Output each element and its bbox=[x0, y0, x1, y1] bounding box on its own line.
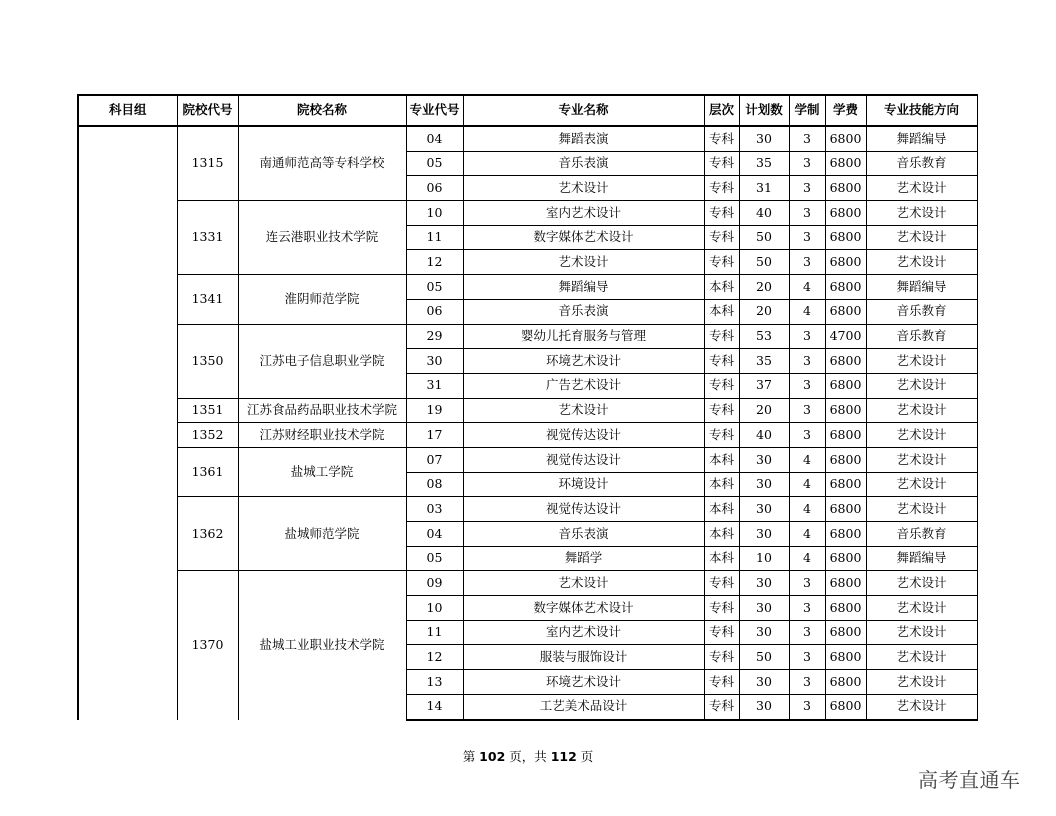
cell-level: 专科 bbox=[704, 225, 739, 250]
cell-major-name: 艺术设计 bbox=[463, 398, 704, 423]
cell-major-code: 10 bbox=[406, 201, 463, 226]
cell-school-name: 江苏电子信息职业学院 bbox=[238, 324, 406, 398]
cell-school-code: 1370 bbox=[177, 571, 238, 720]
cell-level: 本科 bbox=[704, 522, 739, 547]
cell-years: 3 bbox=[789, 596, 825, 621]
cell-major-name: 广告艺术设计 bbox=[463, 373, 704, 398]
cell-school-code: 1352 bbox=[177, 423, 238, 448]
cell-years: 3 bbox=[789, 694, 825, 719]
cell-major-name: 视觉传达设计 bbox=[463, 497, 704, 522]
cell-years: 3 bbox=[789, 201, 825, 226]
cell-direction: 艺术设计 bbox=[866, 472, 977, 497]
page-footer bbox=[0, 747, 1056, 765]
cell-major-code: 19 bbox=[406, 398, 463, 423]
cell-years: 3 bbox=[789, 645, 825, 670]
cell-years: 4 bbox=[789, 497, 825, 522]
cell-plan: 30 bbox=[739, 571, 789, 596]
watermark-text: 高考直通车 bbox=[918, 768, 1021, 792]
cell-plan: 10 bbox=[739, 546, 789, 571]
cell-major-code: 10 bbox=[406, 596, 463, 621]
cell-years: 3 bbox=[789, 398, 825, 423]
cell-fee: 6800 bbox=[825, 201, 866, 226]
cell-plan: 35 bbox=[739, 151, 789, 176]
cell-direction: 舞蹈编导 bbox=[866, 546, 977, 571]
cell-years: 3 bbox=[789, 324, 825, 349]
cell-years: 4 bbox=[789, 299, 825, 324]
cell-major-code: 17 bbox=[406, 423, 463, 448]
cell-level: 专科 bbox=[704, 201, 739, 226]
cell-years: 3 bbox=[789, 250, 825, 275]
cell-level: 本科 bbox=[704, 275, 739, 300]
cell-direction: 音乐教育 bbox=[866, 151, 977, 176]
cell-school-code: 1341 bbox=[177, 275, 238, 324]
cell-major-code: 31 bbox=[406, 373, 463, 398]
cell-major-name: 艺术设计 bbox=[463, 571, 704, 596]
cell-years: 3 bbox=[789, 151, 825, 176]
footer-suffix: 页 bbox=[576, 749, 594, 764]
cell-major-code: 07 bbox=[406, 447, 463, 472]
cell-major-code: 12 bbox=[406, 250, 463, 275]
cell-level: 本科 bbox=[704, 497, 739, 522]
cell-fee: 6800 bbox=[825, 176, 866, 201]
cell-direction: 艺术设计 bbox=[866, 447, 977, 472]
header-years: 学制 bbox=[789, 95, 825, 126]
cell-fee: 6800 bbox=[825, 126, 866, 151]
table-row bbox=[78, 447, 977, 472]
cell-fee: 6800 bbox=[825, 694, 866, 719]
cell-level: 专科 bbox=[704, 571, 739, 596]
cell-fee: 6800 bbox=[825, 522, 866, 547]
cell-major-code: 06 bbox=[406, 299, 463, 324]
cell-major-code: 13 bbox=[406, 670, 463, 695]
cell-plan: 30 bbox=[739, 447, 789, 472]
table-row bbox=[78, 324, 977, 349]
cell-major-name: 环境设计 bbox=[463, 472, 704, 497]
cell-major-name: 工艺美术品设计 bbox=[463, 694, 704, 719]
header-direction: 专业技能方向 bbox=[866, 95, 977, 126]
cell-major-name: 室内艺术设计 bbox=[463, 620, 704, 645]
table-body bbox=[78, 126, 977, 720]
cell-major-name: 音乐表演 bbox=[463, 299, 704, 324]
cell-major-code: 04 bbox=[406, 522, 463, 547]
header-school-name: 院校名称 bbox=[238, 95, 406, 126]
cell-years: 3 bbox=[789, 423, 825, 448]
cell-fee: 4700 bbox=[825, 324, 866, 349]
cell-major-name: 婴幼儿托育服务与管理 bbox=[463, 324, 704, 349]
cell-plan: 30 bbox=[739, 472, 789, 497]
cell-level: 专科 bbox=[704, 250, 739, 275]
cell-fee: 6800 bbox=[825, 275, 866, 300]
cell-years: 3 bbox=[789, 670, 825, 695]
cell-direction: 艺术设计 bbox=[866, 670, 977, 695]
header-subject-group: 科目组 bbox=[78, 95, 177, 126]
cell-direction: 艺术设计 bbox=[866, 645, 977, 670]
cell-fee: 6800 bbox=[825, 645, 866, 670]
cell-school-code: 1350 bbox=[177, 324, 238, 398]
cell-plan: 20 bbox=[739, 398, 789, 423]
cell-direction: 音乐教育 bbox=[866, 299, 977, 324]
cell-major-code: 05 bbox=[406, 546, 463, 571]
cell-level: 专科 bbox=[704, 176, 739, 201]
cell-level: 专科 bbox=[704, 373, 739, 398]
cell-major-name: 环境艺术设计 bbox=[463, 349, 704, 374]
table-row bbox=[78, 423, 977, 448]
cell-plan: 20 bbox=[739, 299, 789, 324]
cell-school-code: 1361 bbox=[177, 447, 238, 496]
footer-total-pages: 112 bbox=[550, 749, 577, 764]
cell-major-code: 14 bbox=[406, 694, 463, 719]
cell-plan: 30 bbox=[739, 497, 789, 522]
cell-direction: 艺术设计 bbox=[866, 620, 977, 645]
cell-fee: 6800 bbox=[825, 571, 866, 596]
table-row bbox=[78, 201, 977, 226]
cell-fee: 6800 bbox=[825, 497, 866, 522]
cell-direction: 艺术设计 bbox=[866, 571, 977, 596]
cell-fee: 6800 bbox=[825, 670, 866, 695]
cell-major-name: 数字媒体艺术设计 bbox=[463, 596, 704, 621]
cell-plan: 30 bbox=[739, 126, 789, 151]
cell-subject-group bbox=[78, 126, 177, 720]
cell-plan: 30 bbox=[739, 620, 789, 645]
cell-years: 3 bbox=[789, 349, 825, 374]
cell-school-name: 连云港职业技术学院 bbox=[238, 201, 406, 275]
cell-school-name: 淮阴师范学院 bbox=[238, 275, 406, 324]
cell-major-code: 03 bbox=[406, 497, 463, 522]
cell-level: 专科 bbox=[704, 349, 739, 374]
cell-direction: 艺术设计 bbox=[866, 176, 977, 201]
table-row bbox=[78, 398, 977, 423]
cell-level: 本科 bbox=[704, 299, 739, 324]
cell-level: 专科 bbox=[704, 620, 739, 645]
header-school-code: 院校代号 bbox=[177, 95, 238, 126]
footer-prefix: 第 bbox=[462, 749, 480, 764]
cell-major-code: 12 bbox=[406, 645, 463, 670]
cell-fee: 6800 bbox=[825, 620, 866, 645]
cell-plan: 31 bbox=[739, 176, 789, 201]
cell-fee: 6800 bbox=[825, 472, 866, 497]
cell-major-code: 04 bbox=[406, 126, 463, 151]
cell-level: 专科 bbox=[704, 398, 739, 423]
cell-school-name: 盐城师范学院 bbox=[238, 497, 406, 571]
cell-direction: 舞蹈编导 bbox=[866, 126, 977, 151]
cell-major-name: 视觉传达设计 bbox=[463, 423, 704, 448]
cell-direction: 舞蹈编导 bbox=[866, 275, 977, 300]
header-major-code: 专业代号 bbox=[406, 95, 463, 126]
cell-major-name: 舞蹈表演 bbox=[463, 126, 704, 151]
cell-school-name: 盐城工业职业技术学院 bbox=[238, 571, 406, 720]
cell-school-name: 江苏食品药品职业技术学院 bbox=[238, 398, 406, 423]
cell-plan: 30 bbox=[739, 670, 789, 695]
admissions-table bbox=[77, 94, 978, 721]
cell-direction: 艺术设计 bbox=[866, 497, 977, 522]
cell-direction: 艺术设计 bbox=[866, 349, 977, 374]
cell-major-code: 05 bbox=[406, 275, 463, 300]
cell-fee: 6800 bbox=[825, 250, 866, 275]
cell-years: 4 bbox=[789, 275, 825, 300]
cell-years: 4 bbox=[789, 447, 825, 472]
table-row bbox=[78, 571, 977, 596]
cell-major-code: 29 bbox=[406, 324, 463, 349]
cell-plan: 20 bbox=[739, 275, 789, 300]
cell-direction: 艺术设计 bbox=[866, 250, 977, 275]
cell-plan: 30 bbox=[739, 596, 789, 621]
cell-plan: 53 bbox=[739, 324, 789, 349]
cell-fee: 6800 bbox=[825, 596, 866, 621]
cell-school-code: 1362 bbox=[177, 497, 238, 571]
cell-fee: 6800 bbox=[825, 423, 866, 448]
cell-major-code: 08 bbox=[406, 472, 463, 497]
cell-level: 专科 bbox=[704, 423, 739, 448]
cell-direction: 音乐教育 bbox=[866, 324, 977, 349]
cell-years: 3 bbox=[789, 225, 825, 250]
cell-direction: 艺术设计 bbox=[866, 596, 977, 621]
header-fee: 学费 bbox=[825, 95, 866, 126]
cell-major-name: 视觉传达设计 bbox=[463, 447, 704, 472]
cell-direction: 艺术设计 bbox=[866, 201, 977, 226]
cell-major-code: 05 bbox=[406, 151, 463, 176]
cell-major-code: 06 bbox=[406, 176, 463, 201]
cell-fee: 6800 bbox=[825, 447, 866, 472]
cell-level: 专科 bbox=[704, 645, 739, 670]
cell-major-name: 舞蹈学 bbox=[463, 546, 704, 571]
cell-direction: 艺术设计 bbox=[866, 225, 977, 250]
cell-school-code: 1315 bbox=[177, 126, 238, 201]
cell-school-name: 南通师范高等专科学校 bbox=[238, 126, 406, 201]
cell-level: 本科 bbox=[704, 546, 739, 571]
cell-level: 专科 bbox=[704, 694, 739, 719]
cell-level: 专科 bbox=[704, 670, 739, 695]
cell-level: 专科 bbox=[704, 324, 739, 349]
cell-fee: 6800 bbox=[825, 398, 866, 423]
cell-level: 专科 bbox=[704, 596, 739, 621]
cell-plan: 40 bbox=[739, 423, 789, 448]
cell-major-name: 艺术设计 bbox=[463, 176, 704, 201]
cell-major-name: 艺术设计 bbox=[463, 250, 704, 275]
cell-major-code: 30 bbox=[406, 349, 463, 374]
cell-plan: 40 bbox=[739, 201, 789, 226]
cell-level: 本科 bbox=[704, 472, 739, 497]
cell-fee: 6800 bbox=[825, 546, 866, 571]
cell-major-name: 室内艺术设计 bbox=[463, 201, 704, 226]
cell-major-name: 数字媒体艺术设计 bbox=[463, 225, 704, 250]
page-content bbox=[77, 94, 976, 716]
table-row bbox=[78, 497, 977, 522]
cell-years: 3 bbox=[789, 373, 825, 398]
cell-years: 4 bbox=[789, 546, 825, 571]
cell-plan: 37 bbox=[739, 373, 789, 398]
footer-middle: 页，共 bbox=[505, 749, 551, 764]
cell-plan: 50 bbox=[739, 645, 789, 670]
cell-level: 专科 bbox=[704, 126, 739, 151]
cell-fee: 6800 bbox=[825, 373, 866, 398]
cell-school-code: 1331 bbox=[177, 201, 238, 275]
cell-years: 3 bbox=[789, 176, 825, 201]
cell-major-name: 环境艺术设计 bbox=[463, 670, 704, 695]
cell-school-name: 盐城工学院 bbox=[238, 447, 406, 496]
cell-major-code: 11 bbox=[406, 225, 463, 250]
table-header-row bbox=[78, 95, 977, 126]
cell-level: 本科 bbox=[704, 447, 739, 472]
cell-years: 3 bbox=[789, 571, 825, 596]
cell-fee: 6800 bbox=[825, 349, 866, 374]
header-major-name: 专业名称 bbox=[463, 95, 704, 126]
table-row bbox=[78, 275, 977, 300]
cell-direction: 艺术设计 bbox=[866, 398, 977, 423]
cell-major-name: 舞蹈编导 bbox=[463, 275, 704, 300]
cell-fee: 6800 bbox=[825, 225, 866, 250]
cell-direction: 艺术设计 bbox=[866, 694, 977, 719]
cell-fee: 6800 bbox=[825, 151, 866, 176]
cell-fee: 6800 bbox=[825, 299, 866, 324]
cell-major-code: 11 bbox=[406, 620, 463, 645]
cell-plan: 50 bbox=[739, 225, 789, 250]
cell-years: 3 bbox=[789, 126, 825, 151]
cell-school-name: 江苏财经职业技术学院 bbox=[238, 423, 406, 448]
cell-major-name: 音乐表演 bbox=[463, 522, 704, 547]
header-plan: 计划数 bbox=[739, 95, 789, 126]
cell-school-code: 1351 bbox=[177, 398, 238, 423]
cell-plan: 50 bbox=[739, 250, 789, 275]
header-level: 层次 bbox=[704, 95, 739, 126]
cell-plan: 30 bbox=[739, 694, 789, 719]
cell-years: 3 bbox=[789, 620, 825, 645]
cell-major-name: 音乐表演 bbox=[463, 151, 704, 176]
cell-level: 专科 bbox=[704, 151, 739, 176]
cell-major-name: 服装与服饰设计 bbox=[463, 645, 704, 670]
cell-years: 4 bbox=[789, 472, 825, 497]
table-row bbox=[78, 126, 977, 151]
cell-years: 4 bbox=[789, 522, 825, 547]
cell-direction: 艺术设计 bbox=[866, 423, 977, 448]
footer-current-page: 102 bbox=[479, 749, 506, 764]
cell-direction: 音乐教育 bbox=[866, 522, 977, 547]
cell-major-code: 09 bbox=[406, 571, 463, 596]
cell-plan: 35 bbox=[739, 349, 789, 374]
cell-direction: 艺术设计 bbox=[866, 373, 977, 398]
cell-plan: 30 bbox=[739, 522, 789, 547]
